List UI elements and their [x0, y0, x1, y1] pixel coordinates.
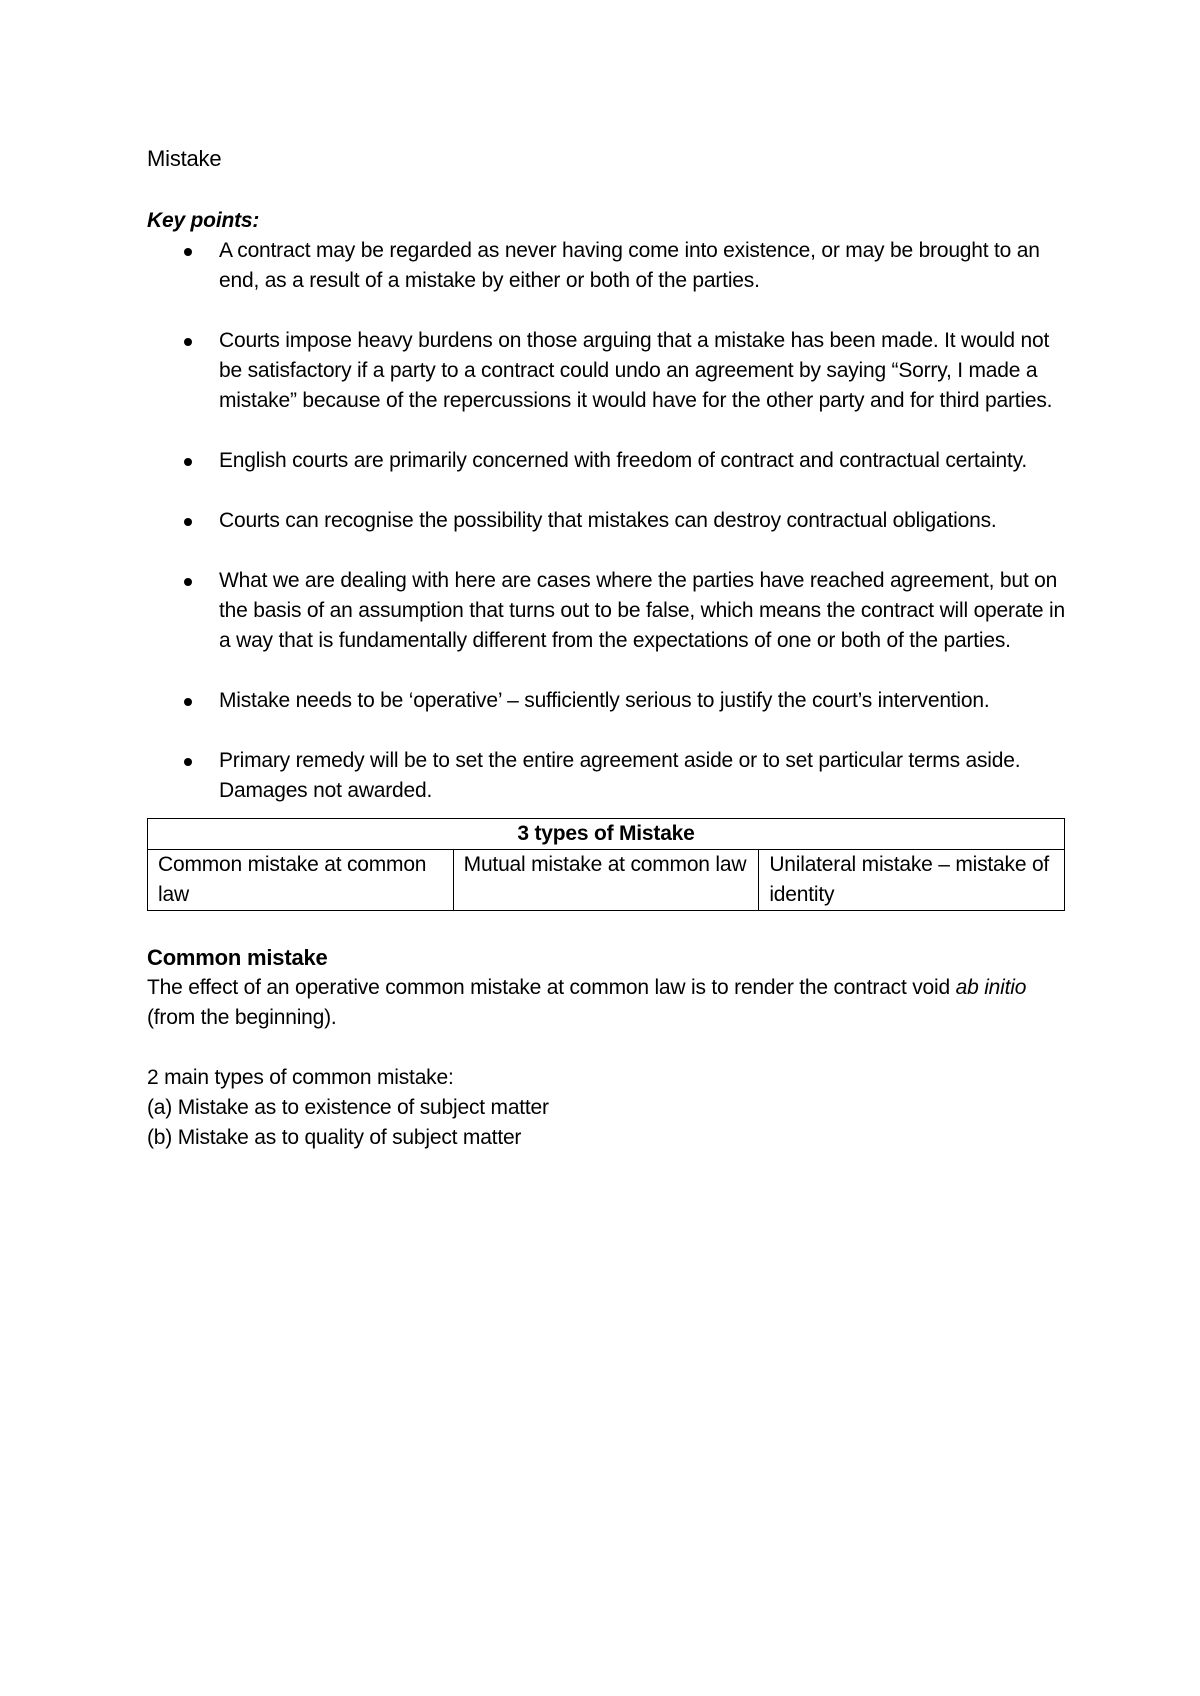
list-item-text: Mistake needs to be ‘operative’ – sufficiently serious to justify the court’s intervention.	[219, 689, 990, 712]
bullet-icon	[184, 338, 192, 346]
key-points-list	[147, 236, 1067, 806]
list-item	[147, 746, 1067, 806]
bullet-icon	[184, 248, 192, 256]
effect-text-italic: ab initio	[955, 976, 1027, 999]
list-item	[147, 566, 1067, 656]
mistake-types-table	[147, 818, 1065, 911]
list-item-text: Primary remedy will be to set the entire agreement aside or to set particular terms aside. Damages not awarded.	[219, 749, 1021, 802]
table-header-row	[148, 819, 1065, 850]
effect-text-before: The effect of an operative common mistake at common law is to render the contract void	[147, 976, 956, 999]
list-item	[147, 326, 1067, 416]
document-title: Mistake	[147, 146, 222, 171]
bullet-icon	[184, 518, 192, 526]
bullet-icon	[184, 698, 192, 706]
bullet-icon	[184, 458, 192, 466]
key-points-label: Key points:	[147, 209, 260, 232]
common-mistake-type-a: (a) Mistake as to existence of subject matter	[147, 1096, 549, 1119]
list-item	[147, 686, 1067, 716]
list-item-text: Courts impose heavy burdens on those arguing that a mistake has been made. It would not be satisfactory if a party to a contract could undo an agreement by saying “Sorry, I made a mistake” because of the repercussions it would have for the other party and for third parties.	[219, 329, 1053, 412]
table-header-cell: 3 types of Mistake	[148, 819, 1065, 850]
common-mistake-effect	[147, 973, 1067, 1033]
effect-text-after: (from the beginning).	[147, 1006, 337, 1029]
common-mistake-type-b: (b) Mistake as to quality of subject matter	[147, 1126, 522, 1149]
table-cell-mutual-mistake: Mutual mistake at common law	[453, 850, 759, 911]
bullet-icon	[184, 758, 192, 766]
document-page	[147, 144, 1067, 1153]
list-item-text: A contract may be regarded as never having come into existence, or may be brought to an end, as a result of a mistake by either or both of the parties.	[219, 239, 1040, 292]
list-item-text: What we are dealing with here are cases where the parties have reached agreement, but on the basis of an assumption that turns out to be false, which means the contract will operate in a way that is fundamentally different from the expectations of one or both of the parties.	[219, 569, 1065, 652]
spacer	[147, 1033, 1067, 1063]
list-item	[147, 236, 1067, 296]
common-mistake-types-intro: 2 main types of common mistake:	[147, 1066, 454, 1089]
list-item-text: Courts can recognise the possibility that mistakes can destroy contractual obligations.	[219, 509, 997, 532]
table-cell-unilateral-mistake: Unilateral mistake – mistake of identity	[759, 850, 1065, 911]
bullet-icon	[184, 578, 192, 586]
table-row	[148, 850, 1065, 911]
table-cell-common-mistake: Common mistake at common law	[148, 850, 454, 911]
list-item-text: English courts are primarily concerned with freedom of contract and contractual certainty.	[219, 449, 1027, 472]
list-item	[147, 506, 1067, 536]
common-mistake-heading: Common mistake	[147, 945, 328, 970]
list-item	[147, 446, 1067, 476]
